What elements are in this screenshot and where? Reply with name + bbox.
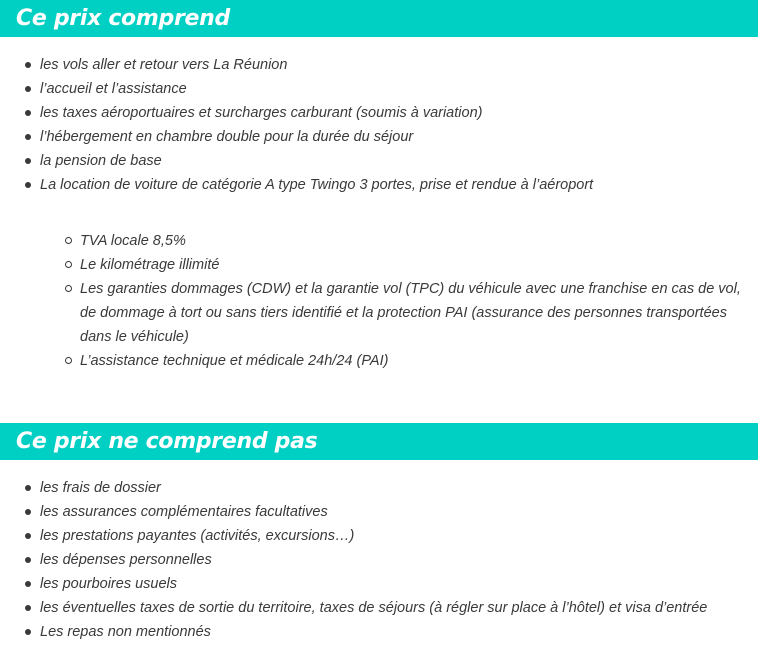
excluded-section-header	[0, 423, 758, 460]
car-rental-detail-item: Les garanties dommages (CDW) et la garantie vol (TPC) du véhicule avec une franchise en cas de vol, de dommage à tort ou sans tiers identifié et la protection PAI (assurance des personnes transportées dans le véhicule)	[64, 277, 744, 349]
excluded-section-title: Ce prix ne comprend pas	[16, 429, 318, 454]
excluded-item: les assurances complémentaires facultatives	[24, 500, 744, 524]
included-item: les taxes aéroportuaires et surcharges carburant (soumis à variation)	[24, 101, 744, 125]
car-rental-detail-item: L’assistance technique et médicale 24h/24 (PAI)	[64, 349, 744, 373]
excluded-item: les pourboires usuels	[24, 572, 744, 596]
included-list	[24, 53, 744, 197]
included-section-title: Ce prix comprend	[16, 6, 230, 31]
excluded-item: les dépenses personnelles	[24, 548, 744, 572]
included-item: La location de voiture de catégorie A type Twingo 3 portes, prise et rendue à l’aéroport	[24, 173, 744, 197]
excluded-item: Les repas non mentionnés	[24, 620, 744, 644]
excluded-item: les éventuelles taxes de sortie du territoire, taxes de séjours (à régler sur place à l’hôtel) et visa d’entrée	[24, 596, 744, 620]
excluded-list	[24, 476, 744, 644]
excluded-item: les frais de dossier	[24, 476, 744, 500]
excluded-item: les prestations payantes (activités, excursions…)	[24, 524, 744, 548]
included-section-header	[0, 0, 758, 37]
car-rental-detail-item: TVA locale 8,5%	[64, 229, 744, 253]
included-item: l’hébergement en chambre double pour la durée du séjour	[24, 125, 744, 149]
included-item: la pension de base	[24, 149, 744, 173]
included-item: l’accueil et l’assistance	[24, 77, 744, 101]
car-rental-details-list	[64, 229, 744, 373]
included-item: les vols aller et retour vers La Réunion	[24, 53, 744, 77]
car-rental-detail-item: Le kilométrage illimité	[64, 253, 744, 277]
